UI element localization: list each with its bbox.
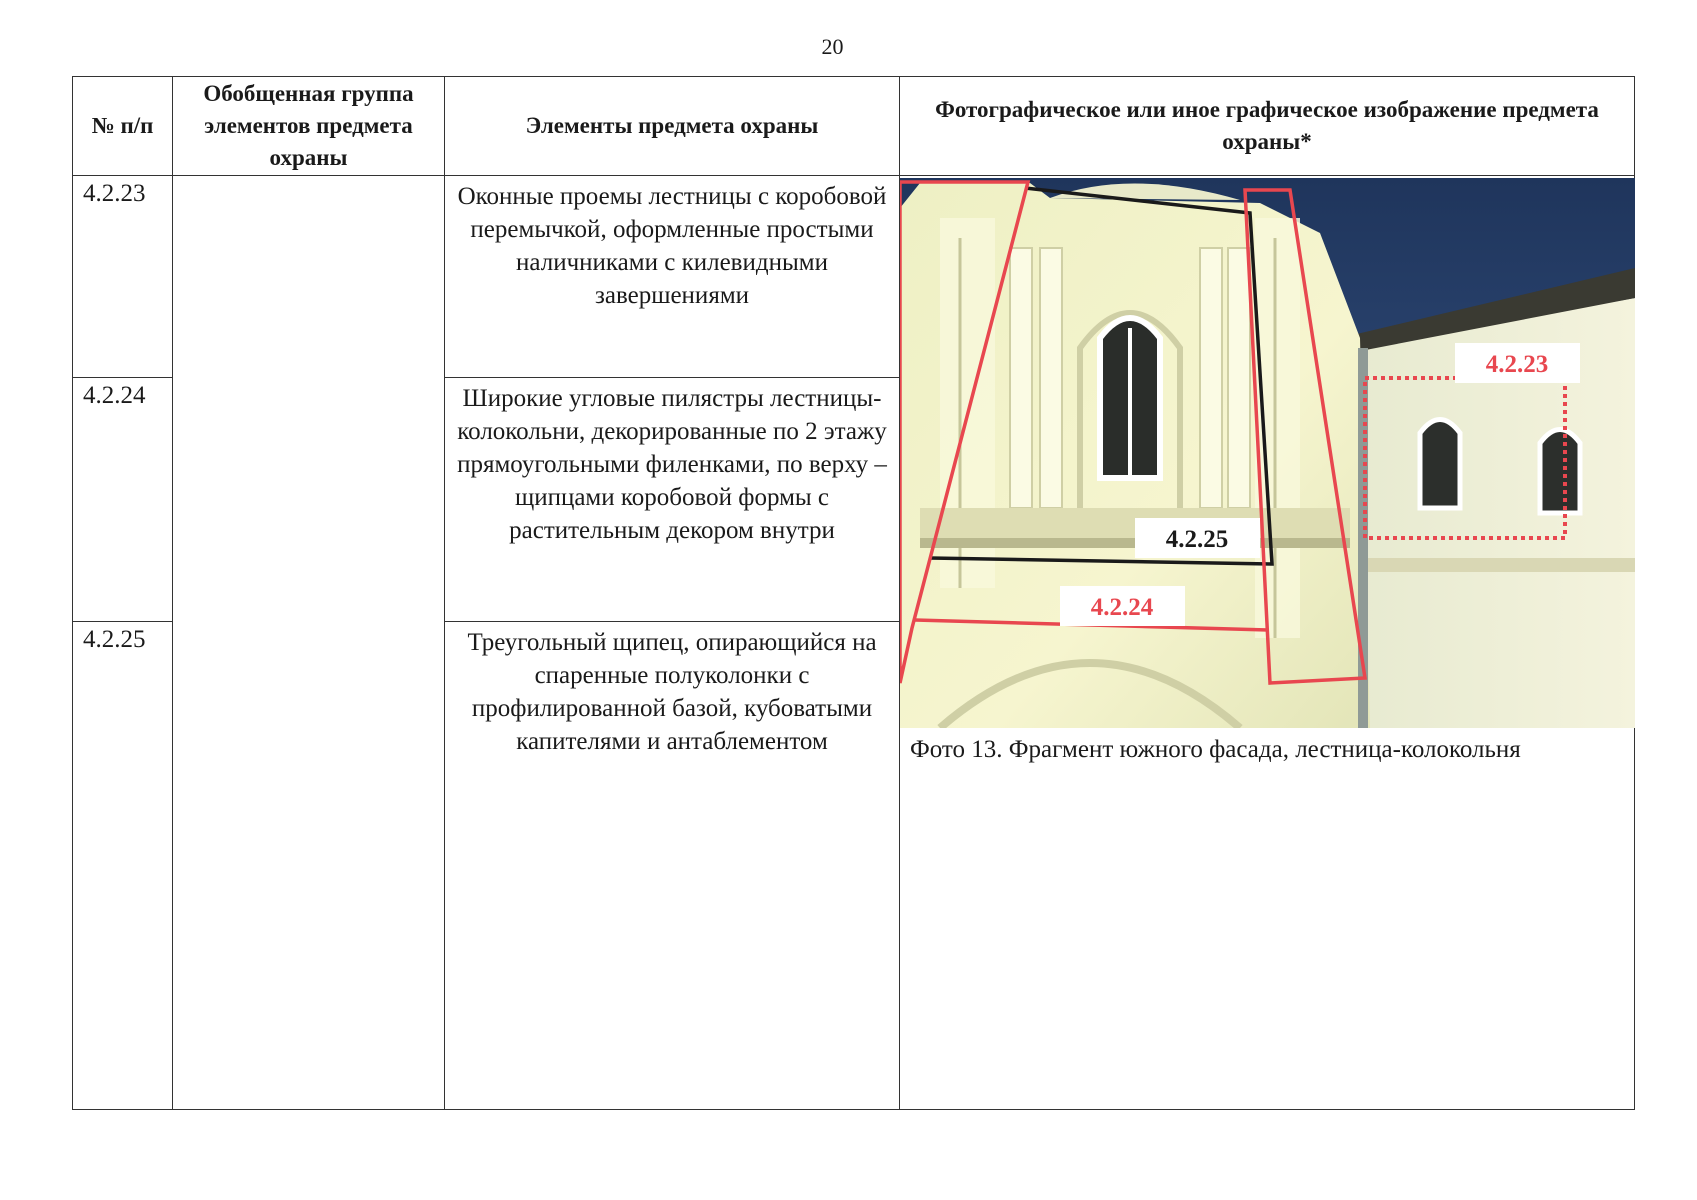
right-cornice: [1350, 558, 1635, 572]
window-icon: [1540, 430, 1580, 514]
photo-cell: [900, 176, 1635, 1110]
page-number: 20: [821, 34, 844, 59]
half-column: [1228, 248, 1250, 508]
row-number: 4.2.25: [73, 622, 173, 1110]
row-number: 4.2.24: [73, 378, 173, 622]
element-description: Оконные проемы лестницы с коробовой перемычкой, оформленные простыми наличниками с килевидными завершениями: [445, 176, 900, 378]
header-photo: Фотографическое или иное графическое изображение предмета охраны*: [900, 77, 1635, 176]
window-icon: [1420, 420, 1460, 509]
element-description: Треугольный щипец, опирающийся на спаренные полуколонки с профилированной базой, кубоватыми капителями и антаблементом: [445, 622, 900, 1110]
protection-table: [72, 76, 1635, 1110]
half-column: [1200, 248, 1222, 508]
half-column: [1010, 248, 1032, 508]
header-group: Обобщенная группа элементов предмета охраны: [173, 77, 445, 176]
table-header-row: [73, 77, 1635, 176]
label-4-2-25: 4.2.25: [1165, 526, 1229, 553]
header-elements: Элементы предмета охраны: [445, 77, 900, 176]
table-row: [73, 176, 1635, 378]
photo-caption: Фото 13. Фрагмент южного фасада, лестница-колокольня: [910, 736, 1521, 763]
row-number: 4.2.23: [73, 176, 173, 378]
group-cell: [173, 176, 445, 1110]
label-4-2-23: 4.2.23: [1485, 351, 1549, 378]
facade-photo: [900, 178, 1635, 728]
facade-photo-svg: [900, 178, 1635, 728]
half-column: [1040, 248, 1062, 508]
label-4-2-24: 4.2.24: [1090, 594, 1154, 621]
element-description: Широкие угловые пилястры лестницы-колокольни, декорированные по 2 этажу прямоугольными филенками, по верху – щипцами коробовой формы с растительным декором внутри: [445, 378, 900, 622]
header-num: № п/п: [73, 77, 173, 176]
